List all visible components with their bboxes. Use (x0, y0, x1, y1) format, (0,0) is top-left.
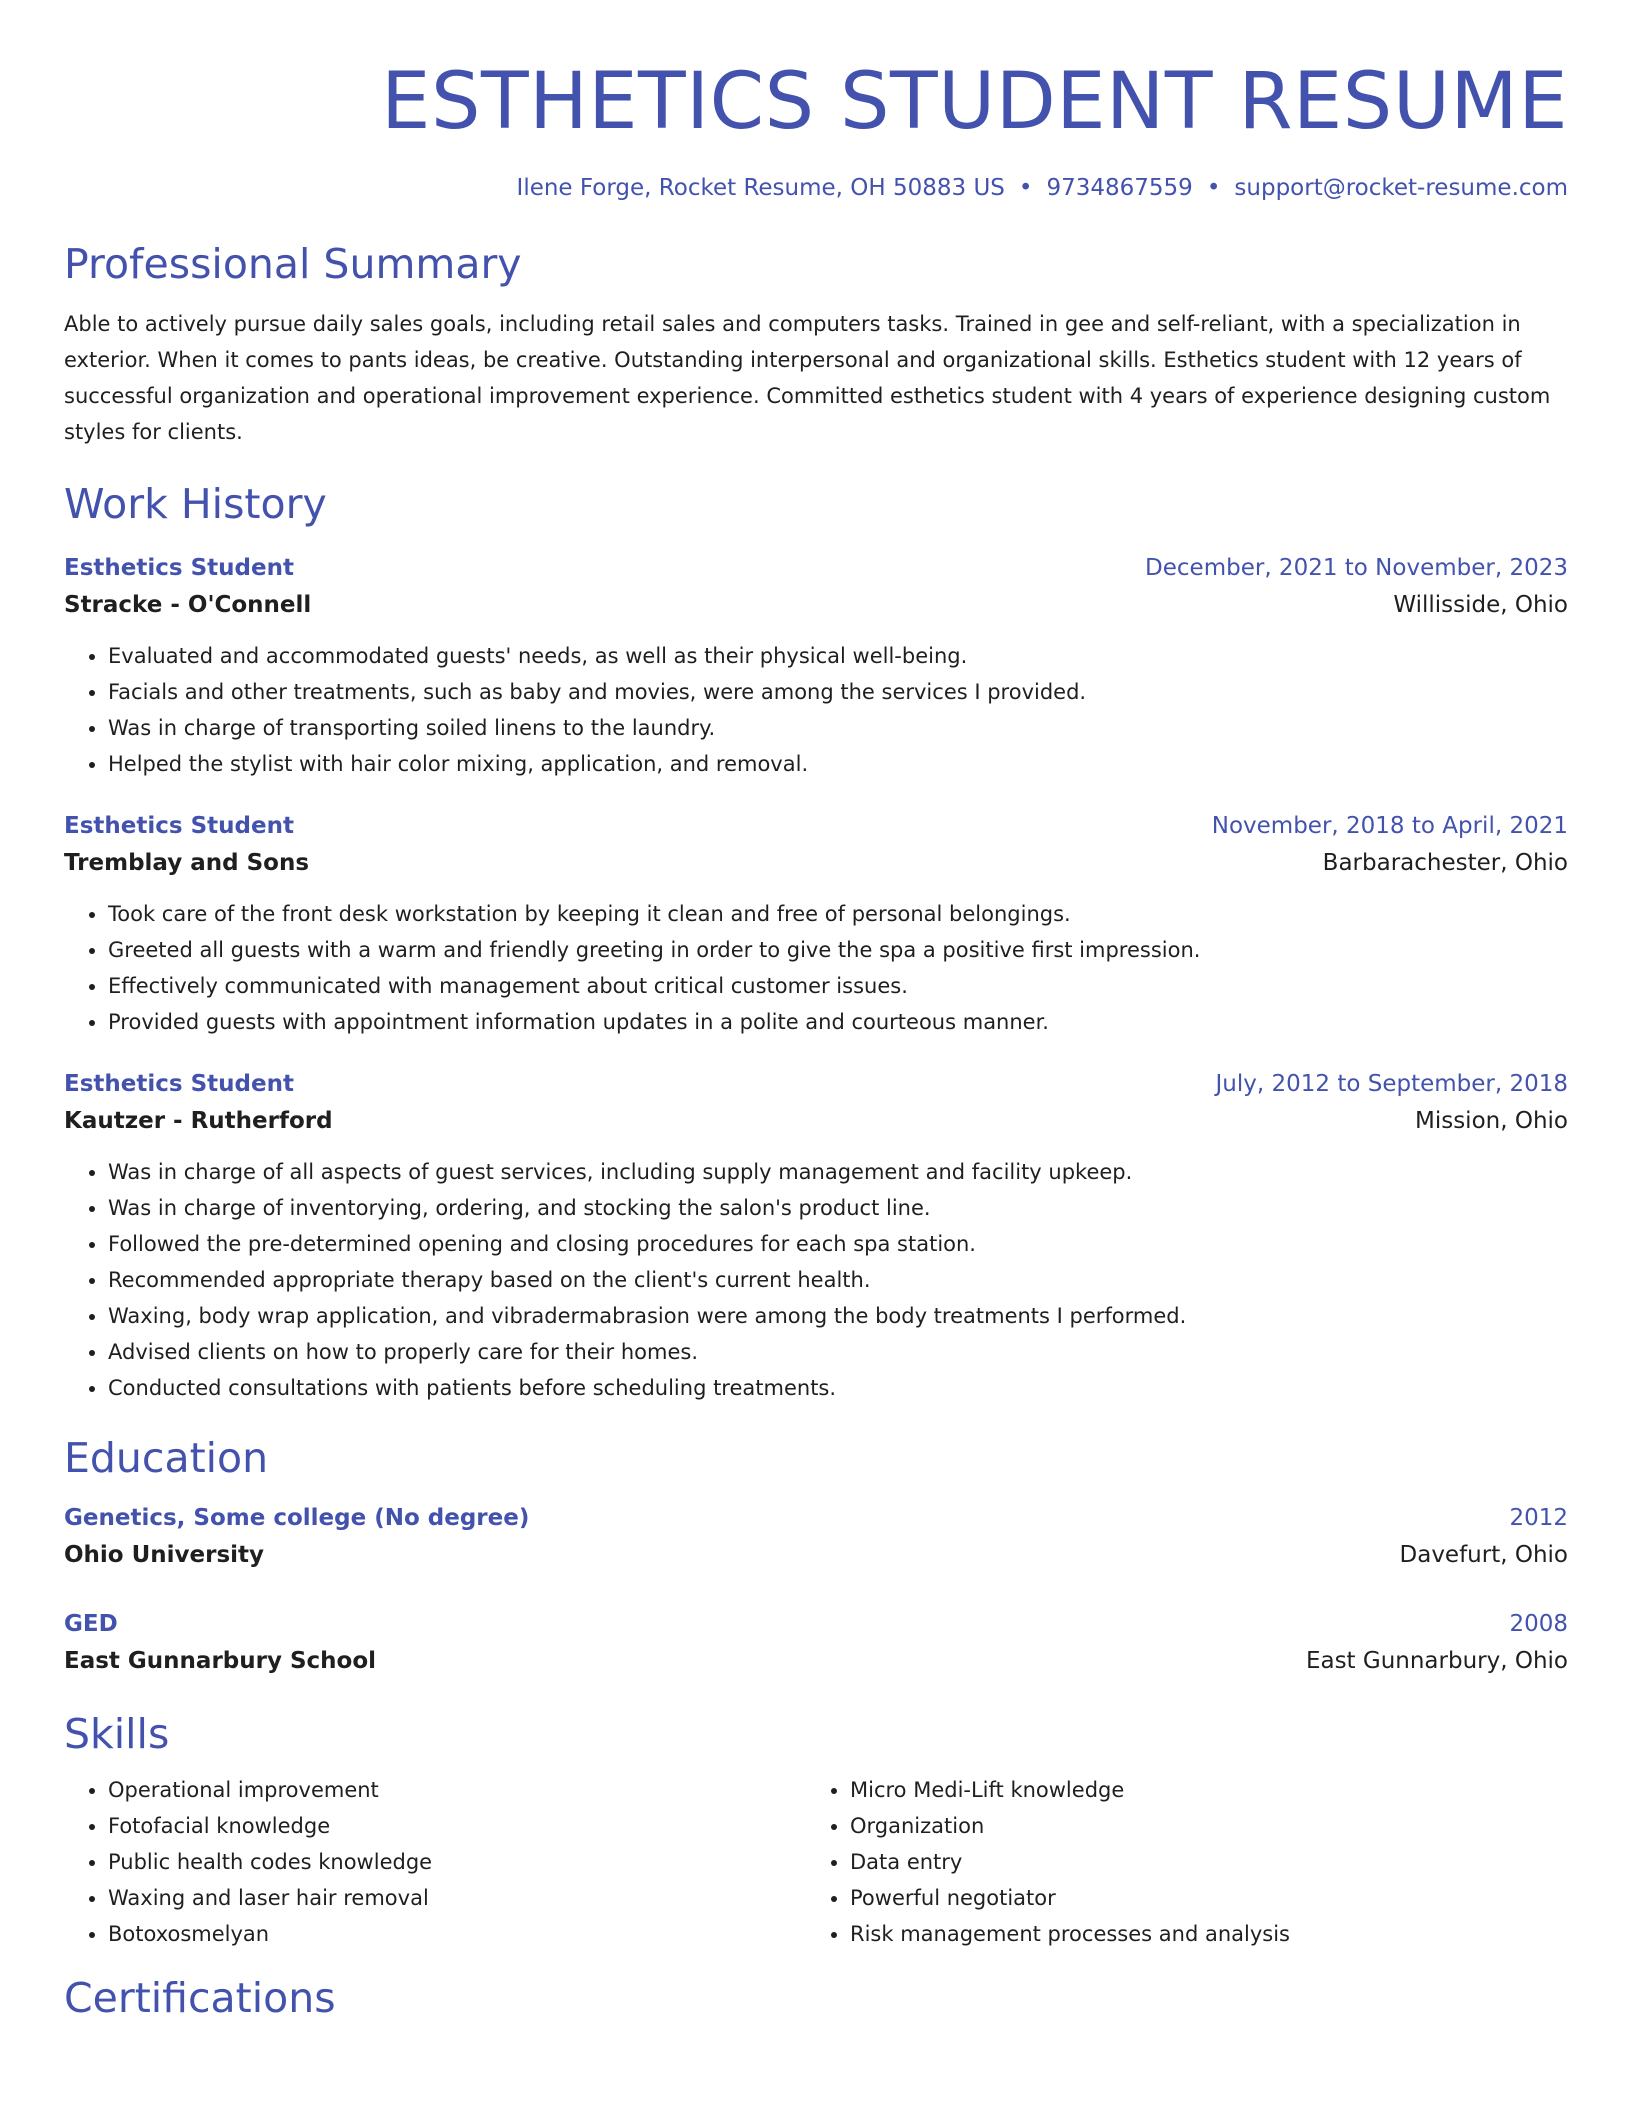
job-bullet: • Waxing, body wrap application, and vibradermabrasion were among the body treatments I performed. (108, 1298, 1568, 1334)
education-section (64, 1430, 1568, 1680)
job-bullets (64, 1154, 1568, 1406)
skill-item: • Botoxosmelyan (108, 1916, 806, 1952)
education-school: Ohio University (64, 1542, 265, 1568)
skills-right-column (806, 1772, 1548, 1952)
education-entry (64, 1500, 1568, 1574)
summary-heading: Professional Summary (64, 240, 522, 288)
skill-item: • Waxing and laser hair removal (108, 1880, 806, 1916)
job-bullet: • Effectively communicated with management about critical customer issues. (108, 968, 1568, 1004)
job-dates: July, 2012 to September, 2018 (1215, 1071, 1568, 1097)
job-header-row (64, 808, 1568, 844)
job-bullet: • Advised clients on how to properly care for their homes. (108, 1334, 1568, 1370)
job-bullet: • Facials and other treatments, such as baby and movies, were among the services I provided. (108, 674, 1568, 710)
job-bullet: • Was in charge of transporting soiled linens to the laundry. (108, 710, 1568, 746)
job-entry (64, 808, 1568, 1040)
skill-item: • Fotofacial knowledge (108, 1808, 806, 1844)
education-school-row (64, 1536, 1568, 1574)
resume-header (64, 0, 1568, 204)
education-school: East Gunnarbury School (64, 1648, 377, 1674)
contact-line (64, 172, 1568, 204)
job-bullet: • Was in charge of inventorying, ordering, and stocking the salon's product line. (108, 1190, 1568, 1226)
education-degree: GED (64, 1611, 118, 1637)
contact-separator: • (1206, 175, 1221, 201)
skill-item: • Risk management processes and analysis (850, 1916, 1548, 1952)
skill-item: • Data entry (850, 1844, 1548, 1880)
resume-title: ESTHETICS STUDENT RESUME (381, 57, 1568, 147)
job-location: Willisside, Ohio (1393, 592, 1568, 618)
education-header-row (64, 1500, 1568, 1536)
job-company-row (64, 844, 1568, 882)
job-bullet: • Greeted all guests with a warm and friendly greeting in order to give the spa a positive first impression. (108, 932, 1568, 968)
job-header-row (64, 550, 1568, 586)
job-bullet: • Provided guests with appointment information updates in a polite and courteous manner. (108, 1004, 1568, 1040)
job-role: Esthetics Student (64, 555, 294, 581)
job-bullet: • Took care of the front desk workstation by keeping it clean and free of personal belongings. (108, 896, 1568, 932)
contact-phone: 9734867559 (1046, 175, 1193, 201)
skills-heading: Skills (64, 1710, 170, 1758)
skill-item: • Organization (850, 1808, 1548, 1844)
skills-section (64, 1706, 1568, 1952)
contact-separator: • (1018, 175, 1033, 201)
summary-text: Able to actively pursue daily sales goals, including retail sales and computers tasks. Trained in gee and self-reliant, with a specialization in exterior. When it comes to pants ideas, be creative. Outstanding interpersonal and organizational skills. Esthetics student with 12 years of successful organization and operational improvement experience. Committed esthetics student with 4 years of experience designing custom styles for clients. (64, 312, 1551, 444)
job-entry (64, 1066, 1568, 1406)
education-year: 2012 (1509, 1505, 1568, 1531)
job-company-row (64, 586, 1568, 624)
job-bullet: • Helped the stylist with hair color mixing, application, and removal. (108, 746, 1568, 782)
job-location: Mission, Ohio (1414, 1108, 1568, 1134)
education-header-row (64, 1606, 1568, 1642)
contact-address: Ilene Forge, Rocket Resume, OH 50883 US (516, 175, 1005, 201)
education-school-row (64, 1642, 1568, 1680)
education-heading: Education (64, 1434, 269, 1482)
job-location: Barbarachester, Ohio (1322, 850, 1568, 876)
job-bullets (64, 896, 1568, 1040)
summary-section (64, 236, 1568, 450)
job-bullet: • Evaluated and accommodated guests' needs, as well as their physical well-being. (108, 638, 1568, 674)
skill-item: • Operational improvement (108, 1772, 806, 1808)
contact-email: support@rocket-resume.com (1234, 175, 1568, 201)
skill-item: • Micro Medi-Lift knowledge (850, 1772, 1548, 1808)
education-degree: Genetics, Some college (No degree) (64, 1505, 530, 1531)
job-bullet: • Conducted consultations with patients before scheduling treatments. (108, 1370, 1568, 1406)
certifications-section (64, 1970, 1568, 2026)
job-bullet: • Was in charge of all aspects of guest services, including supply management and facility upkeep. (108, 1154, 1568, 1190)
job-bullet: • Followed the pre-determined opening and closing procedures for each spa station. (108, 1226, 1568, 1262)
job-entry (64, 550, 1568, 782)
certifications-heading: Certifications (64, 1974, 336, 2022)
education-location: East Gunnarbury, Ohio (1305, 1648, 1568, 1674)
education-entry (64, 1606, 1568, 1680)
job-role: Esthetics Student (64, 813, 294, 839)
skills-left-column (64, 1772, 806, 1952)
skills-columns (64, 1772, 1568, 1952)
job-role: Esthetics Student (64, 1071, 294, 1097)
skill-item: • Public health codes knowledge (108, 1844, 806, 1880)
education-year: 2008 (1509, 1611, 1568, 1637)
job-dates: November, 2018 to April, 2021 (1211, 813, 1568, 839)
job-dates: December, 2021 to November, 2023 (1145, 555, 1568, 581)
job-bullets (64, 638, 1568, 782)
job-bullet: • Recommended appropriate therapy based on the client's current health. (108, 1262, 1568, 1298)
job-company: Kautzer - Rutherford (64, 1108, 333, 1134)
job-company: Tremblay and Sons (64, 850, 310, 876)
skill-item: • Powerful negotiator (850, 1880, 1548, 1916)
education-location: Davefurt, Ohio (1399, 1542, 1568, 1568)
work-history-heading: Work History (64, 480, 327, 528)
job-header-row (64, 1066, 1568, 1102)
job-company: Stracke - O'Connell (64, 592, 312, 618)
job-company-row (64, 1102, 1568, 1140)
work-history-section (64, 476, 1568, 1406)
